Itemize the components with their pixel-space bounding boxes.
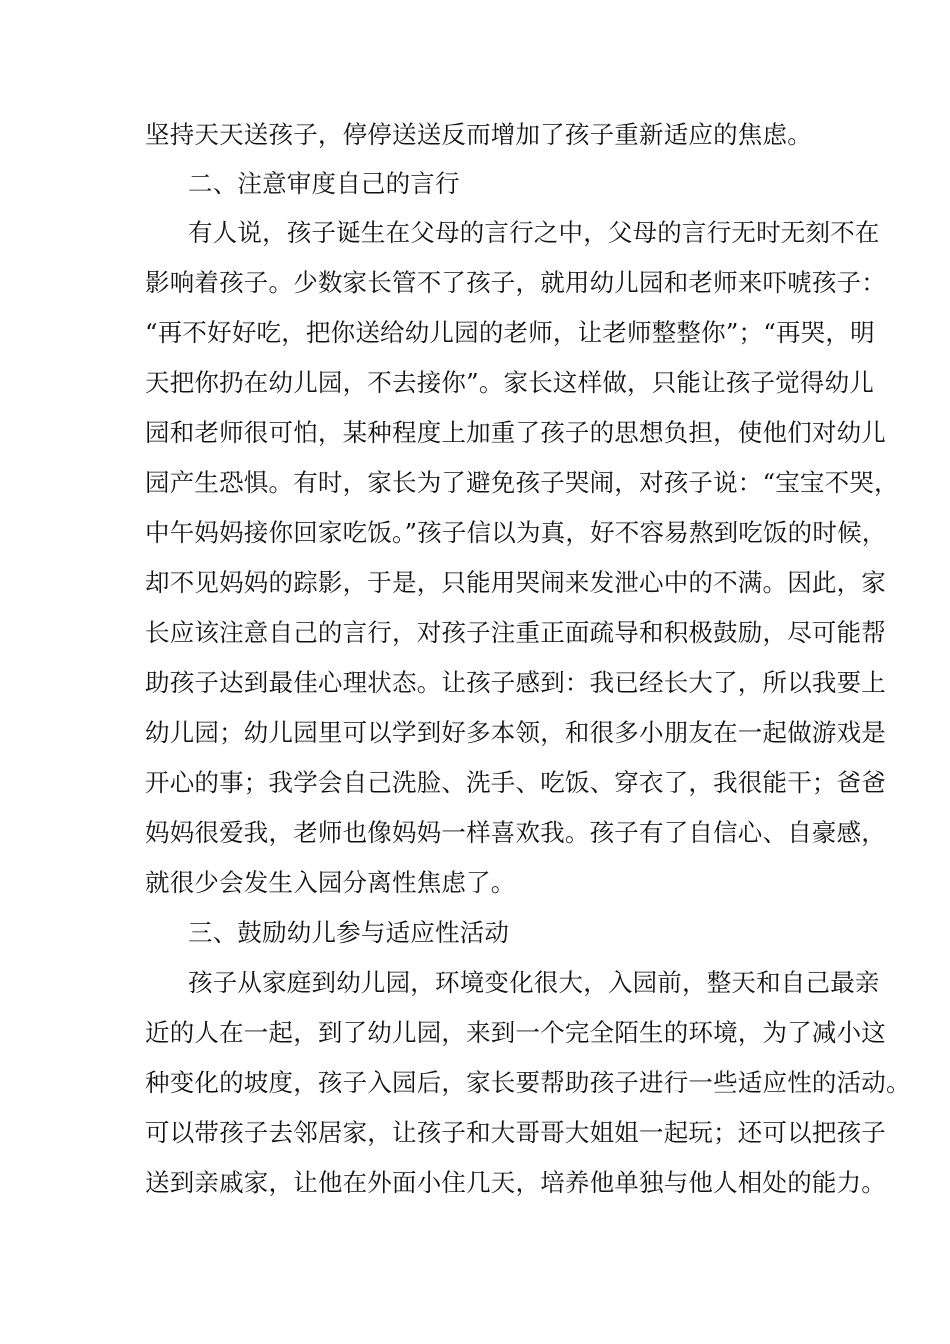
paragraph-line: “再不好好吃，把你送给幼儿园的老师，让老师整整你”；“再哭，明 (145, 318, 875, 347)
paragraph-line: 园和老师很可怕，某种程度上加重了孩子的思想负担，使他们对幼儿 (145, 418, 886, 447)
paragraph-line: 中午妈妈接你回家吃饭。”孩子信以为真，好不容易熬到吃饭的时候， (145, 518, 887, 547)
paragraph-line: 可以带孩子去邻居家，让孩子和大哥哥大姐姐一起玩；还可以把孩子 (145, 1118, 886, 1147)
section-heading: 三、鼓励幼儿参与适应性活动 (188, 918, 510, 947)
paragraph-line: 妈妈很爱我，老师也像妈妈一样喜欢我。孩子有了自信心、自豪感， (145, 818, 886, 847)
paragraph-line: 种变化的坡度，孩子入园后，家长要帮助孩子进行一些适应性的活动。 (145, 1068, 911, 1097)
paragraph-line: 园产生恐惧。有时，家长为了避免孩子哭闹，对孩子说：“宝宝不哭， (145, 468, 899, 497)
paragraph-line: 坚持天天送孩子，停停送送反而增加了孩子重新适应的焦虑。 (145, 120, 812, 149)
paragraph-line: 助孩子达到最佳心理状态。让孩子感到：我已经长大了，所以我要上 (145, 668, 886, 697)
paragraph-line: 就很少会发生入园分离性焦虑了。 (145, 868, 516, 897)
paragraph-line: 天把你扔在幼儿园，不去接你”。家长这样做，只能让孩子觉得幼儿 (145, 368, 875, 397)
paragraph-line: 送到亲戚家，让他在外面小住几天，培养他单独与他人相处的能力。 (145, 1168, 886, 1197)
section-heading: 二、注意审度自己的言行 (188, 169, 460, 198)
paragraph-line: 影响着孩子。少数家长管不了孩子，就用幼儿园和老师来吓唬孩子： (145, 268, 886, 297)
paragraph-line: 却不见妈妈的踪影，于是，只能用哭闹来发泄心中的不满。因此，家 (145, 568, 886, 597)
paragraph-line: 幼儿园；幼儿园里可以学到好多本领，和很多小朋友在一起做游戏是 (145, 718, 886, 747)
paragraph-line: 有人说，孩子诞生在父母的言行之中，父母的言行无时无刻不在 (188, 218, 880, 247)
paragraph-line: 近的人在一起，到了幼儿园，来到一个完全陌生的环境，为了减小这 (145, 1018, 886, 1047)
paragraph-line: 开心的事；我学会自己洗脸、洗手、吃饭、穿衣了，我很能干；爸爸 (145, 768, 886, 797)
paragraph-line: 长应该注意自己的言行，对孩子注重正面疏导和积极鼓励，尽可能帮 (145, 618, 886, 647)
paragraph-line: 孩子从家庭到幼儿园，环境变化很大，入园前，整天和自己最亲 (188, 968, 880, 997)
